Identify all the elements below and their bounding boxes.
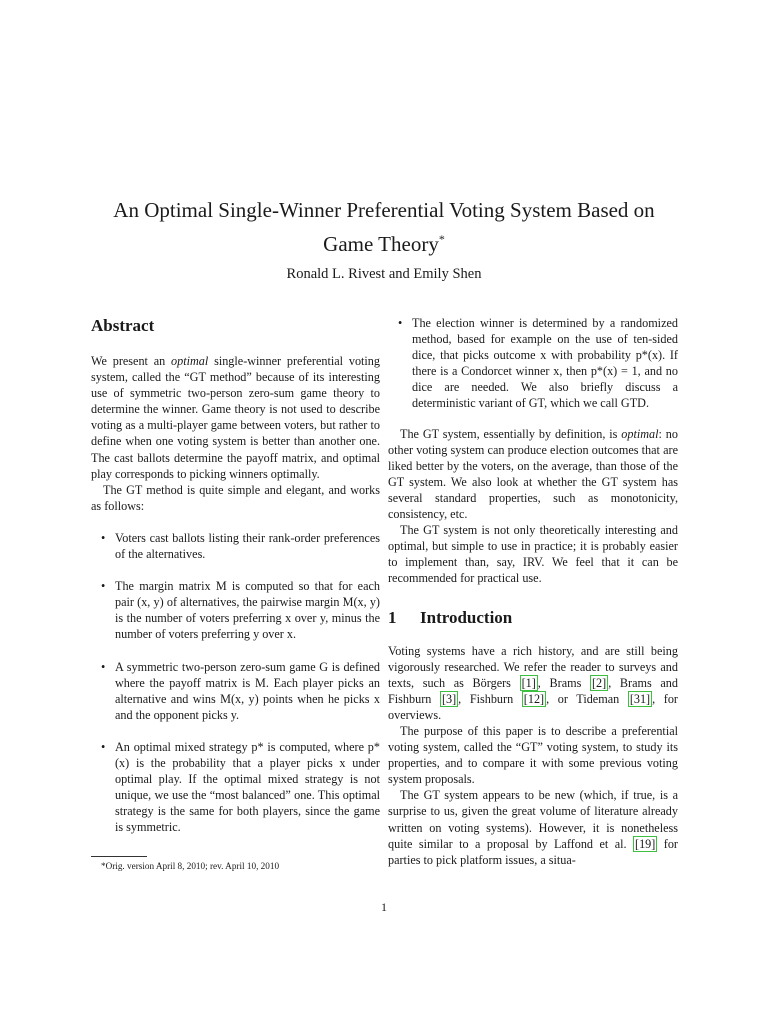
practicality-paragraph: The GT system is not only theoretically interesting and optimal, but simple to use in practice; it is probably easier to implement than, say, IRV. We feel that it can be recommended for practical use. xyxy=(388,523,678,586)
citation-link[interactable]: [1] xyxy=(521,675,536,690)
list-item: • An optimal mixed strategy p* is computed, where p*(x) is the probability that a player picks x under optimal play. If the optimal mixed strategy is not unique, we use the “most balanced” one. This optimal strategy is the same for both players, since the game is symmetric. xyxy=(91,739,380,836)
introduction-paragraph-3: The GT system appears to be new (which, if true, is a surprise to us, given the great volume of literature already written on voting systems). However, it is nonetheless quite similar to a proposal by Laffond et al. [19] for parties to pick platform issues, a situa- xyxy=(388,788,678,867)
citation-link[interactable]: [12] xyxy=(523,691,545,706)
list-item: • The election winner is determined by a randomized method, based for example on the use of ten-sided dice, that picks outcome x with probability p*(x). If there is a Condorcet winner x, then p*(x) = 1, and no dice are needed. We also briefly discuss a deterministic variant of GT, which we call GTD. xyxy=(388,315,678,412)
footnote-divider xyxy=(91,856,147,857)
citation-link[interactable]: [3] xyxy=(441,691,457,706)
title-line-1: An Optimal Single-Winner Preferential Voting System Based on xyxy=(113,198,655,222)
gt-method-steps xyxy=(91,530,380,836)
footnote: *Orig. version April 8, 2010; rev. April 10, 2010 xyxy=(101,861,280,871)
list-item: • The margin matrix M is computed so that for each pair (x, y) of alternatives, the pairwise margin M(x, y) is the number of voters preferring x over y, minus the number of voters preferring y over x. xyxy=(91,578,380,642)
list-item: • A symmetric two-person zero-sum game G is defined where the payoff matrix is M. Each player picks an alternative and wins M(x, y) points when he picks x and the opponent picks y. xyxy=(91,659,380,723)
left-column xyxy=(91,315,380,847)
citation-link[interactable]: [31] xyxy=(629,691,651,706)
introduction-paragraph-2: The purpose of this paper is to describe a preferential voting system, called the “GT” voting system, to study its properties, and to compare it with some previous voting system proposals. xyxy=(388,723,678,787)
paper-title xyxy=(60,196,708,259)
abstract-paragraph-1: We present an optimal single-winner preferential voting system, called the “GT method” because of its interesting use of symmetric two-person zero-sum game theory to determine the winner. Game theory is not used to describe voting as a multi-player game between voters, but rather to define when one voting system is better than another one. The cast ballots determine the payoff matrix, and optimal play corresponds to picking winners optimally. xyxy=(91,354,380,481)
right-column xyxy=(388,315,678,868)
section-title: Introduction xyxy=(420,607,513,627)
author-list: Ronald L. Rivest and Emily Shen xyxy=(286,266,482,282)
list-item: • Voters cast ballots listing their rank-order preferences of the alternatives. xyxy=(91,530,380,562)
abstract-heading: Abstract xyxy=(91,316,155,335)
optimality-paragraph: The GT system, essentially by definition, is optimal: no other voting system can produce election outcomes that are liked better by the voters, on the average, than those of the GT system. We also look at whether the GT system has several standard properties, such as monotonicity, consistency, etc. xyxy=(388,426,678,522)
section-number: 1 xyxy=(388,607,397,627)
abstract-paragraph-2: The GT method is quite simple and elegant, and works as follows: xyxy=(91,482,380,513)
title-line-2: Game Theory xyxy=(323,232,439,256)
introduction-paragraph-1: Voting systems have a rich history, and are still being vigorously researched. We refer the reader to surveys and texts, such as Börgers [1] , Brams [2] , Brams and Fishburn [3] , Fishburn [12] , or Tideman [31] , for overviews. xyxy=(388,643,678,722)
emphasis-optimal: optimal xyxy=(171,354,209,368)
section-heading-introduction xyxy=(388,607,678,629)
citation-link[interactable]: [19] xyxy=(635,836,656,851)
citation-link[interactable]: [2] xyxy=(591,675,607,690)
emphasis-optimal: optimal xyxy=(621,426,659,441)
gt-method-steps-continued xyxy=(388,315,678,412)
page-number: 1 xyxy=(381,900,387,914)
title-footnote-mark: * xyxy=(438,232,445,246)
